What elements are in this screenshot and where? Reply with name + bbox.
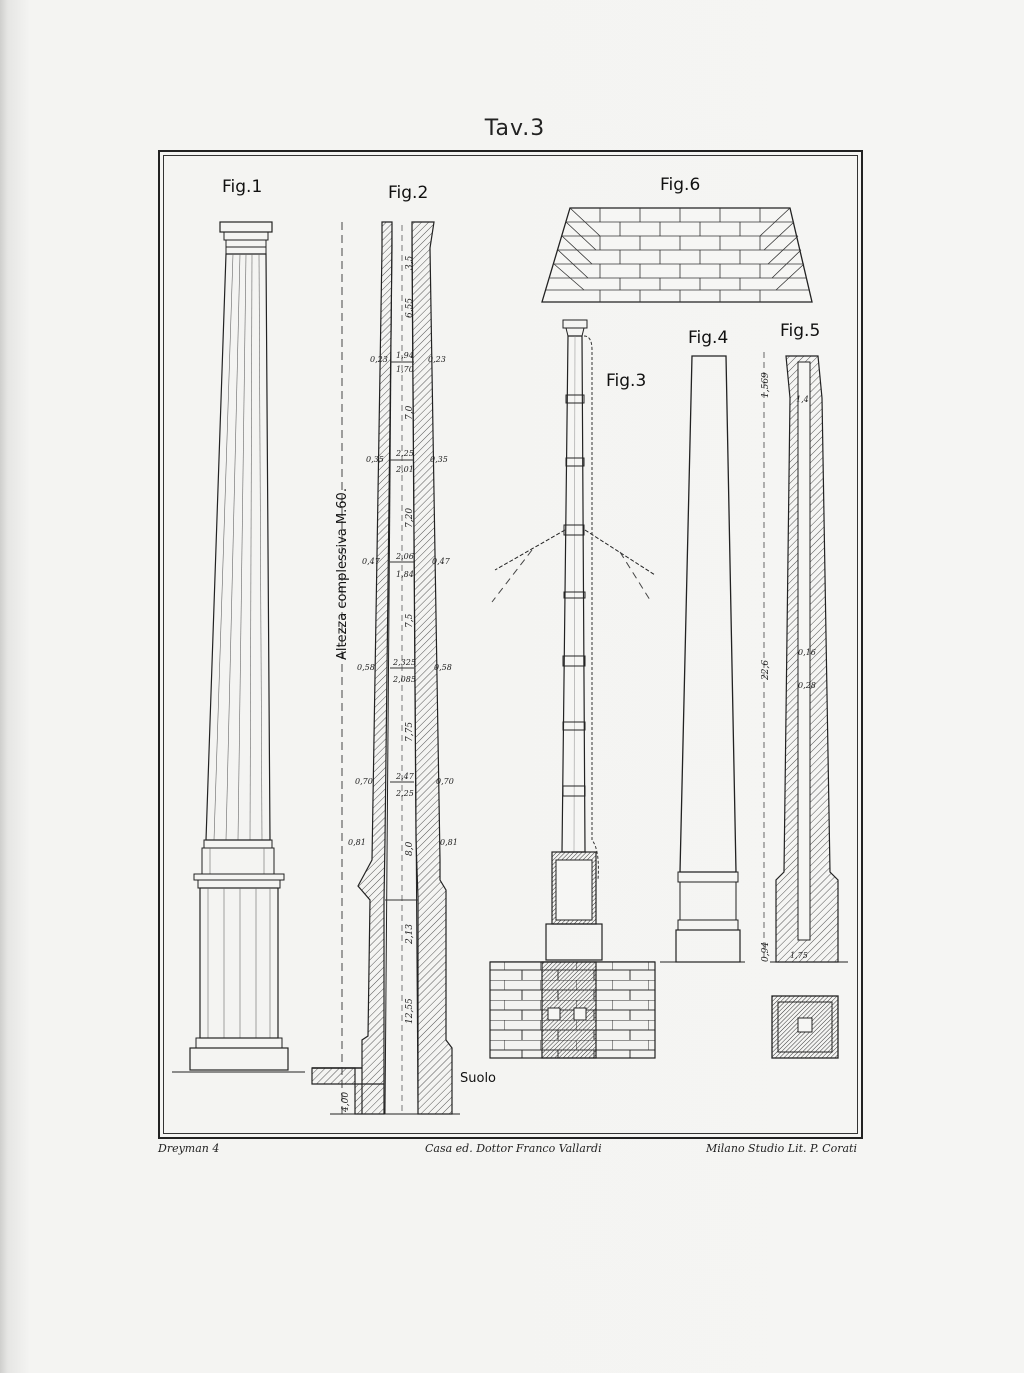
fig2-width-2-top: 2,25 [396,449,414,458]
footer-credit-center: Casa ed. Dottor Franco Vallardi [425,1142,602,1155]
fig2-width-1-top: 1,94 [396,351,414,360]
fig2-wall-5-left: 0,70 [355,777,373,786]
fig5-dim-6: 0,94 [761,941,771,962]
fig5-dim-3: 22,6 [761,659,771,680]
fig3-label: Fig.3 [606,371,647,391]
fig2-wall-4-right: 0,58 [434,663,452,672]
fig2-wall-3-right: 0,47 [432,557,450,566]
fig2-wall-2-left: 0,35 [366,455,384,464]
fig2-dim-9: 12,55 [405,998,415,1024]
fig2-wall-2-right: 0,35 [430,455,448,464]
fig2-wall-6-left: 0,81 [348,838,366,847]
fig2-dim-1: 3,5 [405,255,415,270]
fig2-dim-3: 7,0 [405,405,415,420]
fig5-label: Fig.5 [780,321,821,341]
fig2-width-2-bottom: 2,01 [396,465,414,474]
fig2-wall-6-right: 0,81 [440,838,458,847]
fig2-wall-4-left: 0,58 [357,663,375,672]
fig5-section [761,321,848,1058]
fig2-dim-4: 7,20 [405,507,415,528]
fig2-label: Fig.2 [388,183,429,203]
fig2-wall-5-right: 0,70 [436,777,454,786]
fig2-section [312,183,496,1114]
fig2-dim-6: 7,75 [405,721,415,742]
fig2-width-3-top: 2,06 [396,552,414,561]
fig2-ground-label: Suolo [460,1071,497,1086]
fig5-dim-5: 0,28 [798,681,816,690]
fig5-dim-1: 1,569 [761,372,771,398]
footer-credit-left: Dreyman 4 [158,1142,220,1155]
fig2-base-dim: 4,00 [341,1091,351,1112]
fig2-wall-1-right: 0,23 [428,355,446,364]
fig2-dim-5: 7,5 [405,613,415,628]
fig2-width-4-top: 2,325 [393,658,416,667]
fig2-wall-1-left: 0,23 [370,355,388,364]
fig2-width-4-bottom: 2,085 [393,675,416,684]
fig6-label: Fig.6 [660,175,701,195]
fig3-iron-chimney [490,320,655,1058]
fig2-height-caption: Altezza complessiva M.60. [335,488,350,660]
fig5-dim-7: 1,75 [790,951,808,960]
fig2-width-1-bottom: 1,70 [396,365,414,374]
footer-credit-right: Milano Studio Lit. P. Corati [706,1142,857,1155]
fig5-dim-4: 0,16 [798,648,816,657]
fig4-label: Fig.4 [688,328,729,348]
fig2-dim-8: 2,13 [405,923,415,944]
fig6-section [542,175,812,302]
fig2-width-3-bottom: 1,84 [396,570,414,579]
fig2-dim-7: 8,0 [405,841,415,856]
plate-title: Tav.3 [484,116,546,141]
fig5-dim-2: 1,4 [796,395,809,404]
fig1-column [172,177,305,1072]
fig4-chimney [660,328,745,962]
fig2-width-5-top: 2,47 [396,772,414,781]
fig2-wall-3-left: 0,47 [362,557,380,566]
fig2-width-5-bottom: 2,25 [396,789,414,798]
fig2-dim-2: 6,55 [405,297,415,318]
fig1-label: Fig.1 [222,177,263,197]
